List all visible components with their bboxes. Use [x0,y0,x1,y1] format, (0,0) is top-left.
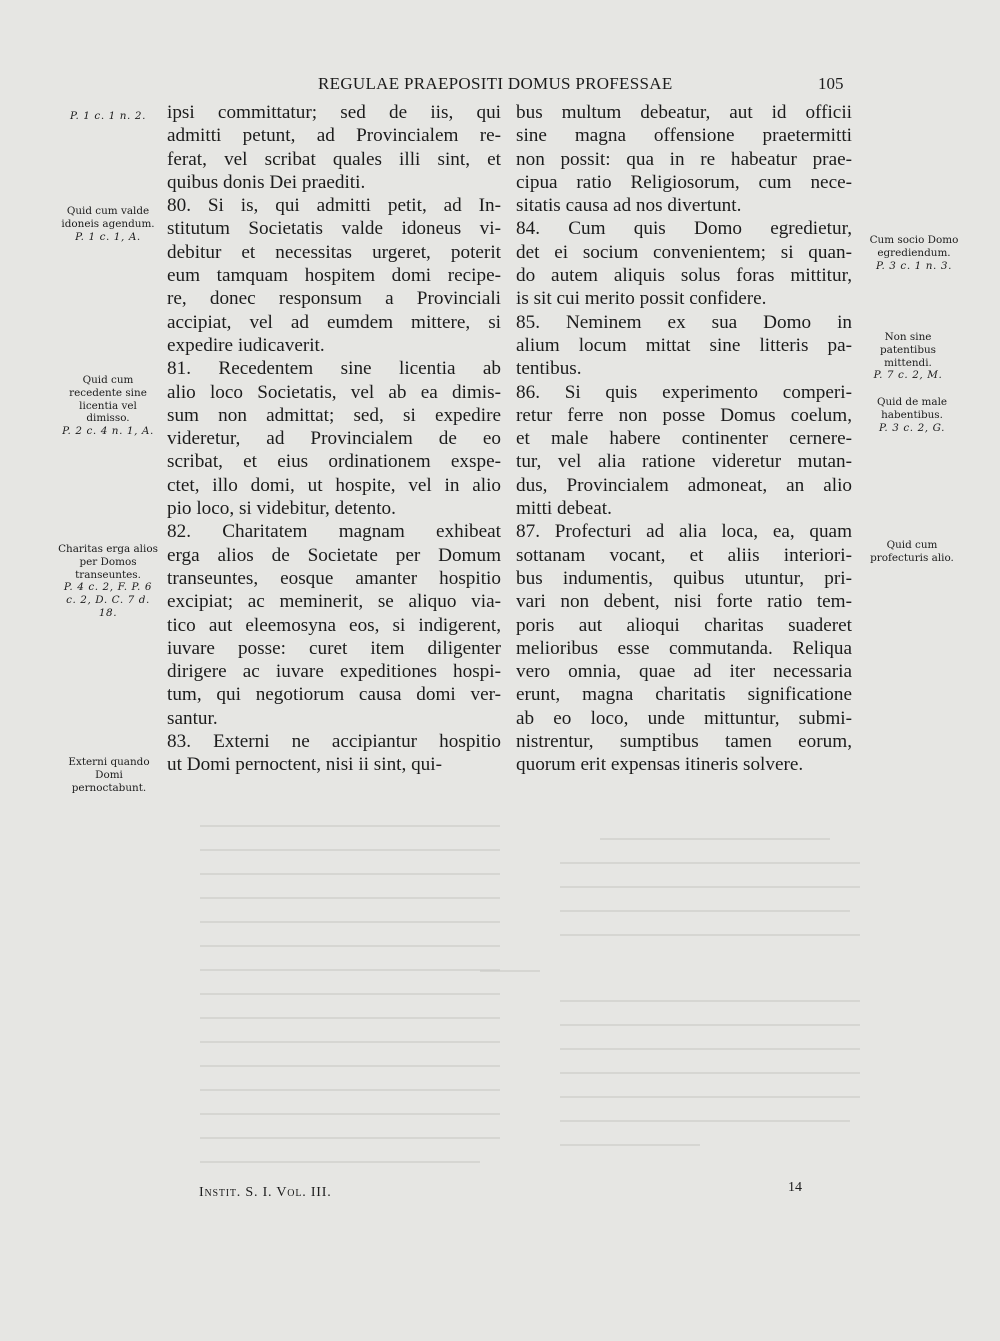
margin-note-text: Quid cum profecturis alio. [870,539,954,564]
text-line: tentibus. [516,358,582,380]
right-text-column [516,101,852,777]
margin-note-text: Externi quando Domi pernoctabunt. [68,756,150,794]
margin-note-text: Charitas erga alios per Domos transeuntes. [58,543,158,581]
text-line: 83. Externi ne accipiantur hospitio [167,731,501,753]
text-line: scribat, et eius ordinationem exspe- [167,451,501,473]
text-line: non possit: qua in re habeatur prae- [516,148,852,170]
text-line: stitutum Societatis valde idoneus vi- [167,218,501,240]
left-margin-note [58,110,158,123]
text-line: tum, qui negotiorum causa domi ver- [167,684,501,706]
left-margin-note [62,756,156,794]
page-number: 105 [818,74,844,93]
text-line: retur ferre non posse Domus coelum, [516,404,852,426]
text-line: is sit cui merito possit confidere. [516,288,767,310]
margin-note-reference: P. 2 c. 4 n. 1, A. [62,425,154,438]
text-line: vero omnia, quae ad iter necessaria [516,661,852,683]
text-line: iuvare posse: curet item diligenter [167,637,501,659]
text-line: excipiat; ac meminerit, se aliquo via- [167,591,501,613]
right-margin-note [866,331,950,382]
text-line: det ei socium convenientem; si quan- [516,241,852,263]
text-line: ferat, vel scribat quales illi sint, et [167,148,501,170]
text-line: 86. Si quis experimento comperi- [516,381,852,403]
margin-note-text: Cum socio Domo egrediendum. [869,234,959,259]
text-line: admitti petunt, ad Provincialem re- [167,125,501,147]
text-line: et male habere continenter cernere- [516,428,852,450]
right-margin-note [864,396,960,434]
text-line: 84. Cum quis Domo egredietur, [516,218,852,240]
text-line: do autem aliquis solus foras mittitur, [516,265,852,287]
text-line: sine magna offensione praetermitti [516,125,852,147]
text-line: bus multum debeatur, aut id officii [516,102,852,123]
text-line: ab eo loco, unde mittuntur, submi- [516,707,852,729]
text-line: mitti debeat. [516,498,612,520]
footer-signature: Instit. S. I. Vol. III. [199,1185,332,1200]
right-margin-note [864,234,964,272]
text-line: transeuntes, eosque amanter hospitio [167,567,501,589]
text-line: 81. Recedentem sine licentia ab [167,358,501,380]
text-line: vari non debent, nisi forte ratio tem- [516,591,852,613]
text-line: 80. Si is, qui admitti petit, ad In- [167,195,501,217]
margin-note-reference: P. 1 c. 1 n. 2. [70,110,146,122]
margin-note-reference: P. 7 c. 2, M. [873,369,943,382]
text-line: 85. Neminem ex sua Domo in [516,311,852,333]
signature-mark: 14 [788,1180,802,1195]
text-line: alio loco Societatis, vel ab ea dimis- [167,381,501,403]
left-margin-note [60,205,156,243]
text-line: sitatis causa ad nos divertunt. [516,195,742,217]
text-line: tico aut eleemosyna eos, si indigerent, [167,614,501,636]
text-line: re, donec responsum a Provinciali [167,288,501,310]
text-line: videretur, ad Provincialem de eo [167,428,501,450]
text-line: nistrentur, sumptibus tamen eorum, [516,731,852,753]
text-line: melioribus esse commutanda. Reliqua [516,637,852,659]
margin-note-text: Quid cum recedente sine licentia vel dimisso. [69,374,147,425]
text-line: poris aut alioqui charitas suaderet [516,614,852,636]
right-margin-note [870,539,954,565]
left-margin-note [58,374,158,438]
text-line: ut Domi pernoctent, nisi ii sint, qui- [167,754,442,776]
text-line: 87. Profecturi ad alia loca, ea, quam [516,521,852,543]
left-text-column [167,101,501,777]
text-line: erga alios de Societate per Domum [167,544,501,566]
margin-note-reference: P. 3 c. 2, G. [878,421,946,434]
text-line: 82. Charitatem magnam exhibeat [167,521,501,543]
text-line: erunt, magna charitatis significatione [516,684,852,706]
text-line: sum non admittat; sed, si expedire [167,404,501,426]
text-line: sottanam vocant, et aliis interiori- [516,544,852,566]
text-line: alium locum mittat sine litteris pa- [516,334,852,356]
text-line: dirigere ac iuvare expeditiones hospi- [167,661,501,683]
text-line: accipiat, vel ad eumdem mittere, si [167,311,501,333]
text-line: santur. [167,707,218,729]
margin-note-reference: P. 4 c. 2, F. P. 6 c. 2, D. C. 7 d. 18. [63,581,153,619]
text-line: cipua ratio Religiosorum, cum nece- [516,171,852,193]
text-line: tur, vel alia ratione videretur mutan- [516,451,852,473]
margin-note-text: Non sine patentibus mittendi. [879,331,937,369]
text-line: expedire iudicaverit. [167,334,325,356]
margin-note-text: Quid de male habentibus. [876,396,948,421]
text-line: ctet, illo domi, ut hospite, vel in alio [167,474,501,496]
text-line: pio loco, si videbitur, detento. [167,498,396,520]
text-line: quibus donis Dei praediti. [167,171,366,193]
margin-note-text: Quid cum valde idoneis agendum. [61,205,155,230]
text-line: quorum erit expensas itineris solvere. [516,754,804,776]
margin-note-reference: P. 1 c. 1, A. [75,230,141,243]
text-line: debitur et necessitas urgeret, poterit [167,241,501,263]
text-line: ipsi committatur; sed de iis, qui [167,102,501,123]
text-line: eum tamquam hospitem domi recipe- [167,265,501,287]
text-line: dus, Provincialem admoneat, an alio [516,474,852,496]
running-header-title: REGULAE PRAEPOSITI DOMUS PROFESSAE [318,74,673,93]
margin-note-reference: P. 3 c. 1 n. 3. [876,259,952,272]
text-line: bus indumentis, quibus utuntur, pri- [516,567,852,589]
left-margin-note [58,543,158,620]
